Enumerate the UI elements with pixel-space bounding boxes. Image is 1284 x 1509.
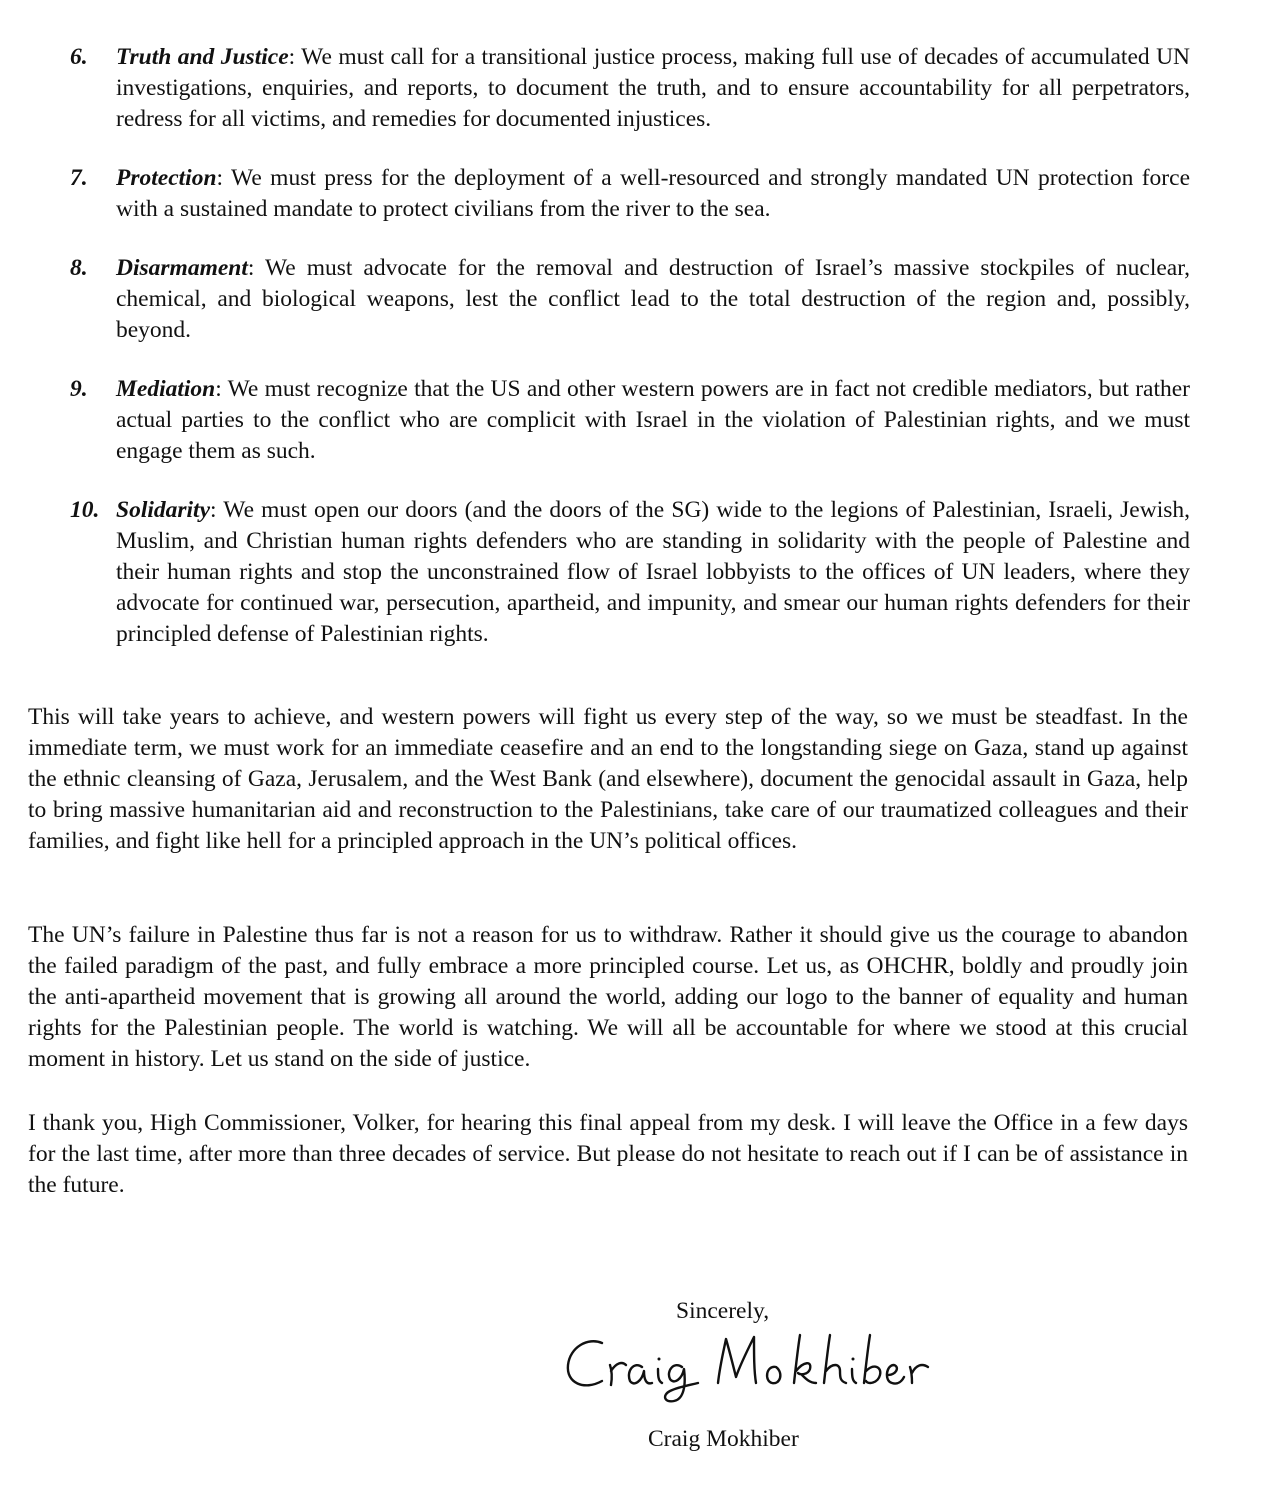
signer-name: Craig Mokhiber: [648, 1426, 799, 1452]
item-number: 7.: [70, 165, 88, 191]
body-paragraph: The UN’s failure in Palestine thus far is not a reason for us to withdraw. Rather it should give us the courage to abandon the failed paradigm of the past, and fully embrace a more principled course. Let us, as OHCHR, boldly and proudly join the anti-apartheid movement that is growing all around the world, adding our logo to the banner of equality and human rights for the Palestinian people. The world is watching. We will all be accountable for where we stood at this crucial moment in history. Let us stand on the side of justice.: [28, 922, 1188, 1072]
list-item: [70, 42, 1190, 135]
list-item: [70, 374, 1190, 467]
item-text: : We must advocate for the removal and destruction of Israel’s massive stockpiles of nuclear, chemical, and biological weapons, lest the conflict lead to the total destruction of the region and, possibly, beyond.: [116, 255, 1190, 343]
item-number: 9.: [70, 376, 88, 402]
item-title: Truth and Justice: [116, 44, 289, 70]
item-title: Solidarity: [116, 497, 211, 523]
item-number: 8.: [70, 255, 88, 281]
item-number: 6.: [70, 44, 88, 70]
list-item: [70, 253, 1190, 346]
body-paragraph: I thank you, High Commissioner, Volker, for hearing this final appeal from my desk. I will leave the Office in a few days for the last time, after more than three decades of service. But please do not hesitate to reach out if I can be of assistance in the future.: [28, 1110, 1188, 1198]
item-text: : We must call for a transitional justice process, making full use of decades of accumulated UN investigations, enquiries, and reports, to document the truth, and to ensure accountability for all perpetrators, redress for all victims, and remedies for documented injustices.: [116, 44, 1191, 132]
item-text: : We must recognize that the US and other western powers are in fact not credible mediators, but rather actual parties to the conflict who are complicit with Israel in the violation of Palestinian rights, and we must engage them as such.: [116, 376, 1190, 464]
body-paragraph: This will take years to achieve, and western powers will fight us every step of the way, so we must be steadfast. In the immediate term, we must work for an immediate ceasefire and an end to the longstanding siege on Gaza, stand up against the ethnic cleansing of Gaza, Jerusalem, and the West Bank (and elsewhere), document the genocidal assault in Gaza, help to bring massive humanitarian aid and reconstruction to the Palestinians, take care of our traumatized colleagues and their families, and fight like hell for a principled approach in the UN’s political offices.: [28, 704, 1188, 854]
item-title: Mediation: [116, 376, 216, 402]
item-title: Protection: [116, 165, 217, 191]
list-item: [70, 495, 1190, 650]
list-item: [70, 163, 1190, 225]
item-text: : We must open our doors (and the doors of the SG) wide to the legions of Palestinian, Israeli, Jewish, Muslim, and Christian human rights defenders who are standing in solidarity with the people of Palestine and their human rights and stop the unconstrained flow of Israel lobbyists to the offices of UN leaders, where they advocate for continued war, persecution, apartheid, and impunity, and smear our human rights defenders for their principled defense of Palestinian rights.: [116, 497, 1190, 647]
handwritten-signature: [558, 1325, 938, 1405]
closing-salutation: Sincerely,: [676, 1298, 770, 1324]
item-text: : We must press for the deployment of a well-resourced and strongly mandated UN protection force with a sustained mandate to protect civilians from the river to the sea.: [116, 165, 1190, 222]
item-title: Disarmament: [116, 255, 248, 281]
recommendations-list: [70, 42, 1190, 678]
item-number: 10.: [70, 497, 100, 523]
